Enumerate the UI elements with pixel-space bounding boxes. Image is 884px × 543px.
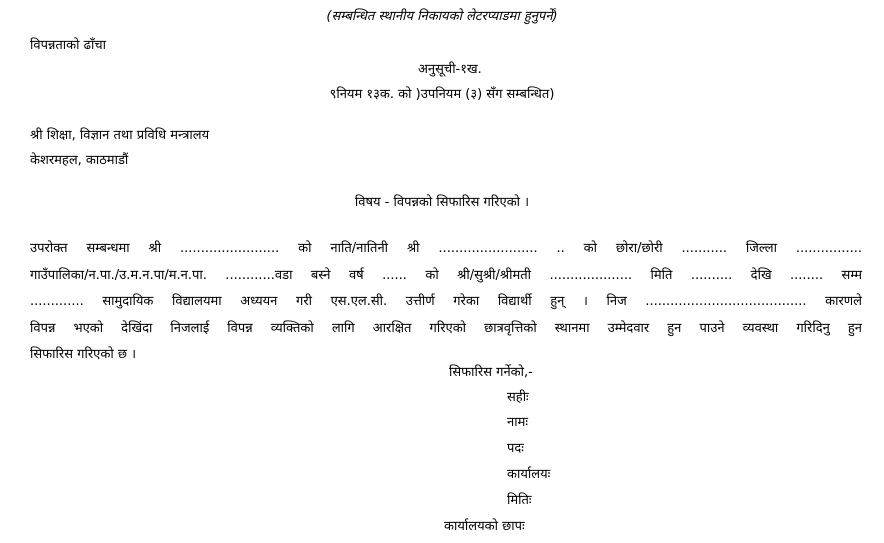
body-line: उपरोक्त सम्बन्धमा श्री ........................ को नाति/नातिनी श्री ........................ .. को छोरा/छोरी ........... जिल्ला ................ <box>30 241 862 256</box>
signature-date: मितिः <box>507 493 532 508</box>
signature-heading: सिफारिस गर्नेको,- <box>449 365 533 380</box>
signature-post: पदः <box>507 441 524 456</box>
signature-name: नामः <box>507 415 528 430</box>
body-line: सिफारिस गरिएको छ । <box>30 347 136 362</box>
format-label: विपन्नताको ढाँचा <box>30 38 106 53</box>
office-stamp-label: कार्यालयको छापः <box>444 519 525 534</box>
subject-line: विषय - विपन्नको सिफारिस गरिएको । <box>354 195 530 210</box>
rule-reference: ९नियम १३क. को )उपनियम (३) सँग सम्बन्धित) <box>329 87 555 102</box>
signature-office: कार्यालयः <box>507 467 551 482</box>
body-paragraph <box>30 236 862 369</box>
header-note: (सम्बन्धित स्थानीय निकायको लेटरप्याडमा हुनुपर्ने) <box>326 9 558 24</box>
signature-sign: सहीः <box>507 390 529 405</box>
schedule-title: अनुसूची-१ख. <box>418 62 482 77</box>
body-line: विपन्न भएको देखिंदा निजलाई विपन्न व्यक्तिको लागि आरक्षित गरिएको छात्रवृत्तिको स्थानमा उम्मेदवार हुन पाउने व्यवस्था गरिदिनु हुन <box>30 320 862 336</box>
recipient-line-2: केशरमहल, काठमाडौं <box>30 153 129 168</box>
body-line: गाउँपालिका/न.पा./उ.म.न.पा/म.न.पा. ............वडा बस्ने वर्ष ...... को श्री/सुश्री/श्रीमती .................... मिति .......... देखि ........ सम्म <box>30 267 862 283</box>
recipient-line-1: श्री शिक्षा, विज्ञान तथा प्रविधि मन्त्रालय <box>30 128 210 143</box>
body-line: ............. सामुदायिक विद्यालयमा अध्ययन गरी एस.एल.सी. उत्तीर्ण गरेका विद्यार्थी हुन् । निज ....................................... कारणले <box>30 294 862 309</box>
